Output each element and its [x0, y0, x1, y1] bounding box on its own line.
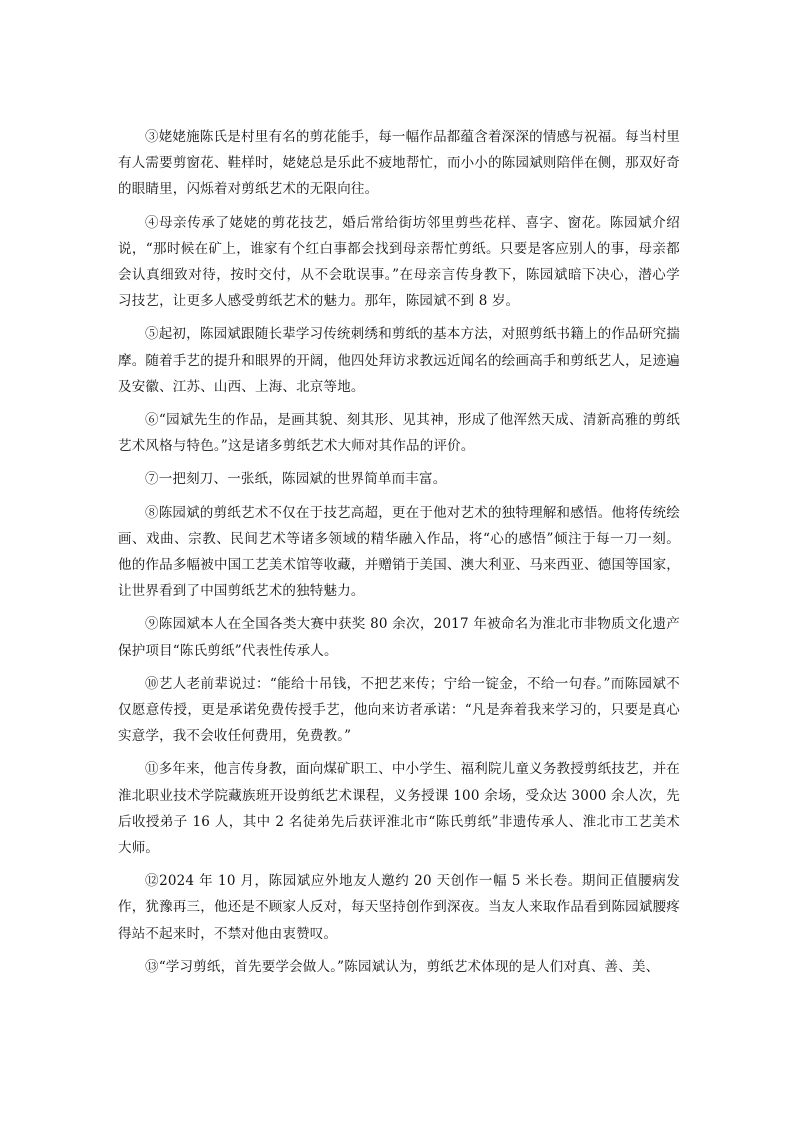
- paragraph-8: ⑧陈园斌的剪纸艺术不仅在于技艺高超，更在于他对艺术的独特理解和感悟。他将传统绘画、戏曲、宗教、民间艺术等诸多领域的精华融入作品，将“心的感悟”倾注于每一刀一刻。他的作品多幅被中国工艺美术馆等收藏，并赠销于美国、澳大利亚、马来西亚、德国等国家，让世界看到了中国剪纸艺术的独特魅力。: [118, 504, 680, 600]
- paragraph-5: ⑤起初，陈园斌跟随长辈学习传统刺绣和剪纸的基本方法，对照剪纸书籍上的作品研究揣摩。随着手艺的提升和眼界的开阔，他四处拜访求教远近闻名的绘画高手和剪纸艺人，足迹遍及安徽、江苏、山西、上海、北京等地。: [118, 326, 680, 395]
- paragraph-7: ⑦一把刻刀、一张纸，陈园斌的世界简单而丰富。: [145, 471, 447, 488]
- paragraph-12: ⑫2024 年 10 月，陈园斌应外地友人邀约 20 天创作一幅 5 米长卷。期间正值腰病发作，犹豫再三，他还是不顾家人反对，每天坚持创作到深夜。当友人来取作品看到陈园斌腰疼得站不起来时，不禁对他由衷赞叹。: [118, 873, 680, 942]
- paragraph-4: ④母亲传承了姥姥的剪花技艺，婚后常给街坊邻里剪些花样、喜字、窗花。陈园斌介绍说，“那时候在矿上，谁家有个红白事都会找到母亲帮忙剪纸。只要是客应别人的事，母亲都会认真细致对待，按时交付，从不会耽误事。”在母亲言传身教下，陈园斌暗下决心，潜心学习技艺，让更多人感受剪纸艺术的魅力。那年，陈园斌不到 8 岁。: [118, 214, 680, 310]
- paragraph-9: ⑨陈园斌本人在全国各类大赛中获奖 80 余次，2017 年被命名为淮北市非物质文化遗产保护项目“陈氏剪纸”代表性传承人。: [118, 616, 680, 659]
- paragraph-3: ③姥姥施陈氏是村里有名的剪花能手，每一幅作品都蕴含着深深的情感与祝福。每当村里有人需要剪窗花、鞋样时，姥姥总是乐此不疲地帮忙，而小小的陈园斌则陪伴在侧，那双好奇的眼睛里，闪烁着对剪纸艺术的无限向往。: [118, 129, 680, 198]
- paragraph-11: ⑪多年来，他言传身教，面向煤矿职工、中小学生、福利院儿童义务教授剪纸技艺，并在淮北职业技术学院藏族班开设剪纸艺术课程，义务授课 100 余场，受众达 3000 余人次，先后收授弟子 16 人，其中 2 名徒弟先后获评淮北市“陈氏剪纸”非遗传承人、淮北市工艺美术大师。: [118, 761, 680, 857]
- paragraph-10: ⑩艺人老前辈说过：“能给十吊钱，不把艺来传；宁给一锭金，不给一句春。”而陈园斌不仅愿意传授，更是承诺免费传授手艺，他向来访者承诺：“凡是奔着我来学习的，只要是真心实意学，我不会收任何费用，免费教。”: [118, 675, 680, 745]
- article-body: [118, 124, 680, 987]
- paragraph-6: ⑥“园斌先生的作品，是画其貌、刻其形、见其神，形成了他浑然天成、清新高雅的剪纸艺术风格与特色。”这是诸多剪纸艺术大师对其作品的评价。: [118, 412, 680, 455]
- paragraph-13: ⑬“学习剪纸，首先要学会做人。”陈园斌认为，剪纸艺术体现的是人们对真、善、美、: [145, 958, 660, 975]
